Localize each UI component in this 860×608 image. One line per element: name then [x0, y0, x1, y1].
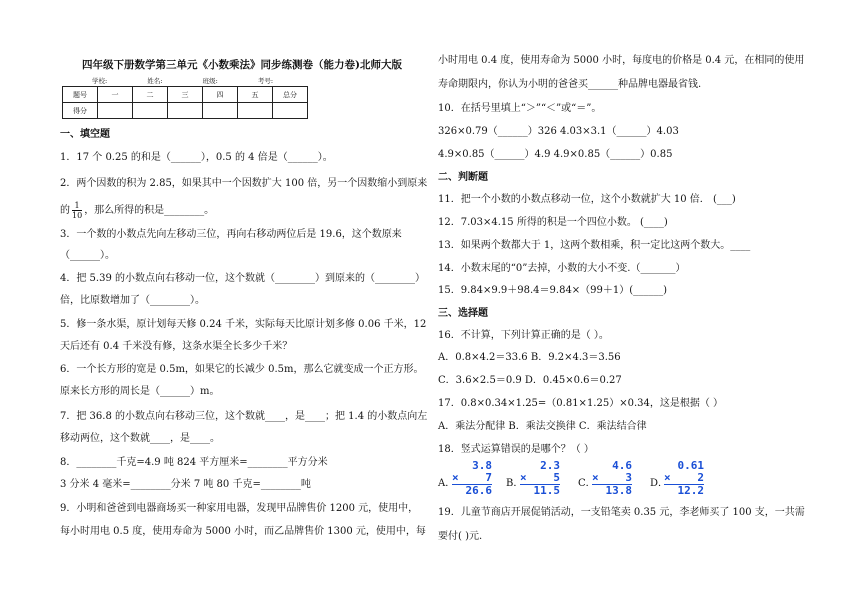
fraction-numerator: 1 — [72, 201, 82, 211]
multiplier-row — [664, 472, 704, 484]
multiplicand: 2.3 — [540, 459, 560, 472]
question-line: 3．一个数的小数点先向左移动三位，再向右移动两位后是 19.6，这个数原来 — [60, 229, 402, 240]
page-title: 四年级下册数学第三单元《小数乘法》同步练测卷（能力卷)北师大版 — [82, 59, 402, 71]
multiply-icon: × — [664, 471, 671, 484]
header-cell: 四 — [203, 87, 238, 103]
question-line: 原来长方形的周长是（______）m。 — [60, 386, 220, 397]
multiplicand: 4.6 — [612, 459, 632, 472]
header-cell: 总分 — [273, 87, 308, 103]
multiply-icon: × — [452, 471, 459, 484]
section-heading: 二、判断题 — [438, 172, 488, 183]
score-cell[interactable] — [203, 103, 238, 119]
header-cell: 三 — [168, 87, 203, 103]
vertical-calculation — [592, 460, 632, 497]
question-line: 11．把一个小数的小数点移动一位，这个小数就扩大 10 倍． (___) — [438, 194, 736, 205]
fraction — [72, 201, 82, 220]
score-cell[interactable] — [98, 103, 133, 119]
score-cell: 得分 — [63, 103, 98, 119]
multiply-icon: × — [520, 471, 527, 484]
score-table-header — [63, 87, 308, 103]
header-cell: 题号 — [63, 87, 98, 103]
question-line: 4．把 5.39 的小数点向右移动一位，这个数就（________）到原来的（________） — [60, 273, 425, 284]
score-table — [62, 86, 308, 119]
score-cell[interactable] — [168, 103, 203, 119]
product: 12.2 — [664, 484, 704, 497]
question-line: 13．如果两个数都大于 1，这两个数相乘，积一定比这两个数大。____ — [438, 240, 751, 251]
multiplier-row — [592, 472, 632, 484]
school-label: 学校: — [92, 77, 108, 85]
option-label: A． — [438, 478, 456, 489]
multiplier: 2 — [697, 471, 704, 484]
multiply-icon: × — [592, 471, 599, 484]
fraction-denominator: 10 — [72, 211, 83, 220]
question-line: A．0.8×4.2＝33.6 B．9.2×4.3＝3.56 — [438, 352, 621, 363]
class-label: 班级: — [202, 77, 218, 85]
name-label: 姓名: — [147, 77, 163, 85]
question-line: 天后还有 0.4 千米没有修，这条水渠全长多少千米？ — [60, 341, 293, 352]
score-cell[interactable] — [273, 103, 308, 119]
score-table-row — [63, 103, 308, 119]
product: 26.6 — [452, 484, 492, 497]
multiplicand: 0.61 — [677, 459, 704, 472]
question-line: 17．0.8×0.34×1.25=（0.81×1.25）×0.34，这是根据（ ） — [438, 398, 724, 409]
question-line: 移动两位，这个数就____，是____。 — [60, 433, 220, 444]
text-fragment: ，那么所得的积是________。 — [84, 205, 215, 216]
product: 11.5 — [520, 484, 560, 497]
multiplier: 7 — [485, 471, 492, 484]
question-line: 6．一个长方形的宽是 0.5m，如果它的长减少 0.5m，那么它就变成一个正方形。 — [60, 364, 424, 375]
question-line: 8．________千克=4.9 吨 824 平方厘米=________平方分米 — [60, 457, 328, 468]
question-line: 寿命期限内，你认为小明的爸爸买______种品牌电器最省钱. — [438, 79, 702, 90]
multiplier: 5 — [553, 471, 560, 484]
question-line: 4.9×0.85（______）4.9 4.9×0.85（______）0.85 — [438, 149, 673, 160]
header-cell: 二 — [133, 87, 168, 103]
question-line: 15．9.84×9.9＋98.4＝9.84×（99＋1）(______) — [438, 285, 668, 296]
question-line: 326×0.79（______）326 4.03×3.1（______）4.03 — [438, 126, 679, 137]
exam-number-label: 考号: — [257, 77, 274, 85]
question-line: 18．竖式运算错误的是哪个？（ ） — [438, 444, 594, 455]
section-heading: 三、选择题 — [438, 308, 488, 319]
question-line: 14．小数末尾的“0”去掉，小数的大小不变.（_______） — [438, 263, 686, 274]
student-info — [92, 76, 311, 85]
question-line: 7．把 36.8 的小数点向右移动三位，这个数就____，是____；把 1.4 的小数点向左 — [60, 411, 428, 422]
question-line: 19．儿童节商店开展促销活动，一支铅笔卖 0.35 元，李老师买了 100 支，一共需 — [438, 507, 805, 518]
multiplier-row — [520, 472, 560, 484]
question-line: 每小时用电 0.5 度，使用寿命为 5000 小时，而乙品牌售价 1300 元，使用中，每 — [60, 526, 426, 537]
question-line: 3 分米 4 毫米=________分米 7 吨 80 千克=________吨 — [60, 479, 311, 490]
question-line — [60, 201, 214, 220]
product: 13.8 — [592, 484, 632, 497]
question-line: 2．两个因数的积为 2.85，如果其中一个因数扩大 100 倍，另一个因数缩小到原来 — [60, 178, 428, 189]
score-cell[interactable] — [238, 103, 273, 119]
question-line: 16．不计算，下列计算正确的是（ ）。 — [438, 330, 609, 341]
question-line: 要付( )元. — [438, 531, 483, 542]
question-line: 倍，比原数增加了（________）。 — [60, 295, 205, 306]
question-line: 9．小明和爸爸到电器商场买一种家用电器，发现甲品牌售价 1200 元，使用中， — [60, 503, 419, 514]
vertical-calculation — [664, 460, 704, 497]
option-label: C． — [578, 478, 596, 489]
section-heading: 一、填空题 — [60, 129, 110, 140]
option-label: B． — [506, 478, 524, 489]
vertical-calculation — [452, 460, 492, 497]
question-line: C．3.6×2.5＝0.9 D．0.45×0.6＝0.27 — [438, 375, 622, 386]
question-line: 小时用电 0.4 度，使用寿命为 5000 小时，每度电的价格是 0.4 元，在相同的使用 — [438, 55, 805, 66]
question-line: A．乘法分配律 B．乘法交换律 C．乘法结合律 — [438, 421, 647, 432]
question-line: 5．修一条水渠，原计划每天修 0.24 千米，实际每天比原计划多修 0.06 千米，12 — [60, 319, 427, 330]
question-line: 12．7.03×4.15 所得的积是一个四位小数。 (____) — [438, 217, 668, 228]
question-line: 1．17 个 0.25 的和是（______），0.5 的 4 倍是（______）。 — [60, 152, 333, 163]
question-line: 10．在括号里填上“＞”“＜”或“＝”。 — [438, 103, 602, 114]
score-cell[interactable] — [133, 103, 168, 119]
question-line: （______）。 — [60, 250, 115, 261]
vertical-calculation — [520, 460, 560, 497]
header-cell: 五 — [238, 87, 273, 103]
multiplicand: 3.8 — [472, 459, 492, 472]
header-cell: 一 — [98, 87, 133, 103]
option-label: D． — [650, 478, 669, 489]
multiplier: 3 — [625, 471, 632, 484]
multiplier-row — [452, 472, 492, 484]
text-fragment: 的 — [60, 205, 70, 216]
